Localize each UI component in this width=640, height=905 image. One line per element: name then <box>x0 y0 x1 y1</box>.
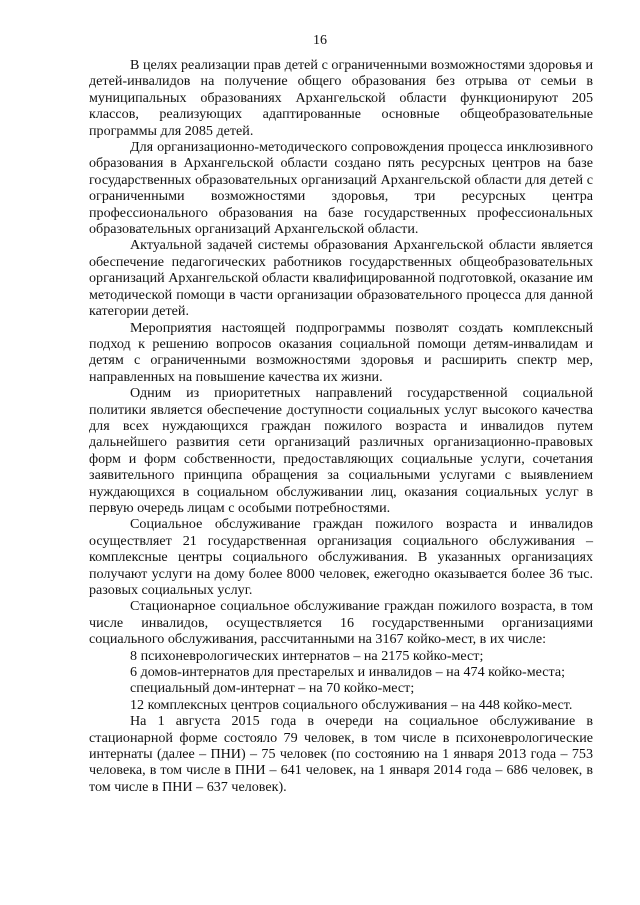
document-body <box>89 57 593 795</box>
paragraph-4: Мероприятия настоящей подпрограммы позволят создать комплексный подход к решению вопросов оказания социальной помощи детям-инвалидам и детям с ограниченными возможностями здоровья и расширить спектр мер, направленных на повышение качества их жизни. <box>89 319 593 385</box>
paragraph-2: Для организационно-методического сопровождения процесса инклюзивного образования в Архангельской области создано пять ресурсных центров на базе государственных образовательных организаций Архангельской области для детей с ограниченными возможностями здоровья, три ресурсных центра профессионального образования на базе государственных профессиональных образовательных организаций Архангельской области. <box>89 139 593 238</box>
list-item-3: специальный дом-интернат – на 70 койко-мест; <box>130 680 415 697</box>
paragraph-1: В целях реализации прав детей с ограниченными возможностями здоровья и детей-инвалидов на получение общего образования без отрыва от семьи в муниципальных образованиях Архангельской области функционируют 205 классов, реализующих адаптированные основные общеобразовательные программы для 2085 детей. <box>89 57 593 139</box>
paragraph-7: Стационарное социальное обслуживание граждан пожилого возраста, в том числе инвалидов, осуществляется 16 государственными организациями социального обслуживания, рассчитанными на 3167 койко-мест, в их числе: <box>89 598 593 648</box>
list-item-4: 12 комплексных центров социального обслуживания – на 448 койко-мест. <box>130 696 573 713</box>
list-item-2: 6 домов-интернатов для престарелых и инвалидов – на 474 койко-места; <box>130 664 566 681</box>
paragraph-6: Социальное обслуживание граждан пожилого возраста и инвалидов осуществляет 21 государственная организация социального обслуживания – комплексные центры социального обслуживания. В указанных организациях получают услуги на дому более 8000 человек, ежегодно оказывается более 36 тыс. разовых социальных услуг. <box>89 516 593 598</box>
list-item-1: 8 психоневрологических интернатов – на 2175 койко-мест; <box>130 647 484 664</box>
paragraph-3: Актуальной задачей системы образования Архангельской области является обеспечение педагогических работников государственных общеобразовательных организаций Архангельской области квалифицированной подготовкой, оказание им методической помощи в части организации образовательного процесса для данной категории детей. <box>89 237 593 320</box>
paragraph-5: Одним из приоритетных направлений государственной социальной политики является обеспечение доступности социальных услуг высокого качества для всех нуждающихся граждан пожилого возраста и инвалидов путем дальнейшего развития сети организаций различных организационно-правовых форм и форм собственности, предоставляющих социальные услуги, сочетания заявительного принципа обращения за социальными услугами с выявлением нуждающихся в социальном обслуживании лиц, оказания социальных услуг в первую очередь лицам с особыми потребностями. <box>89 385 593 516</box>
page-number: 16 <box>313 33 327 48</box>
paragraph-final: На 1 августа 2015 года в очереди на социальное обслуживание в стационарной форме состояло 79 человек, в том числе в психоневрологические интернаты (далее – ПНИ) – 75 человек (по состоянию на 1 января 2013 года – 753 человека, в том числе в ПНИ – 641 человек, на 1 января 2014 года – 686 человек, в том числе в ПНИ – 637 человек). <box>89 713 593 795</box>
